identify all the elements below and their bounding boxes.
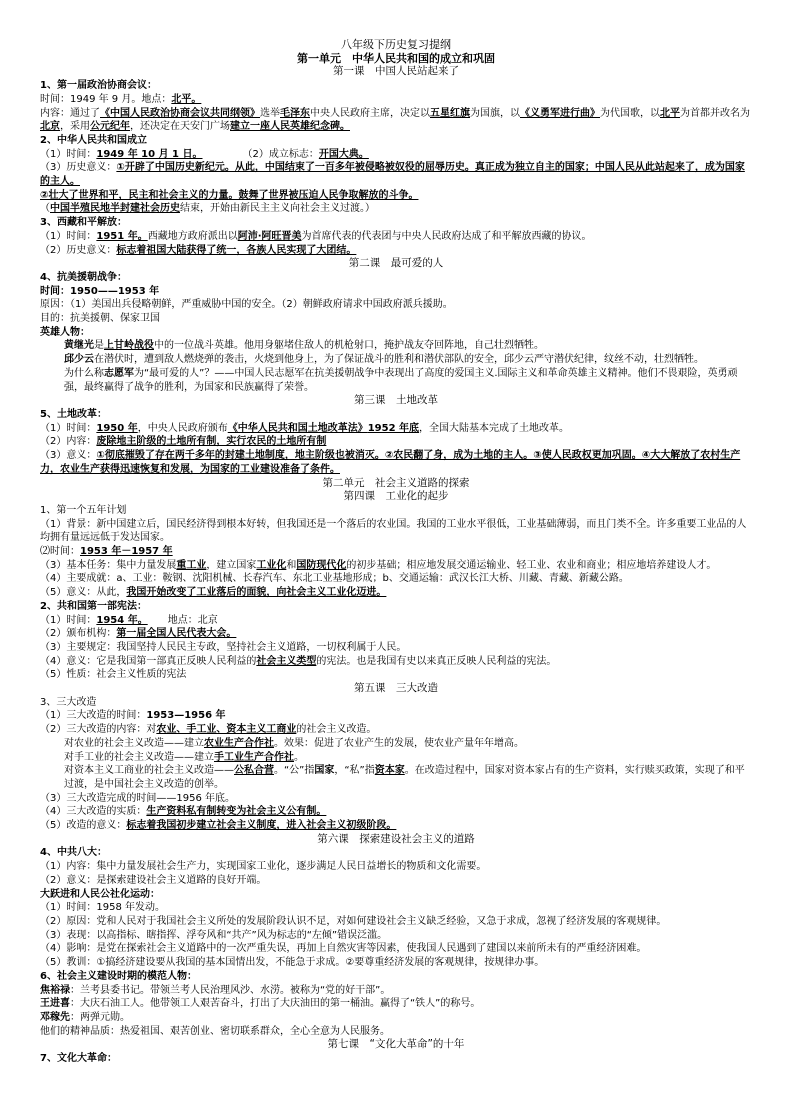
text: 时间：1949 年 9 月。地点： [40, 93, 172, 105]
lesson-title: 第七课 “文化大革命”的十年 [327, 1038, 465, 1051]
key-term: 农业、手工业、资本主义工商业 [156, 724, 297, 736]
paragraph [40, 367, 752, 394]
key-term: 《中国人民政治协商会议共同纲领》 [100, 107, 260, 119]
text: ，建立国家 [206, 559, 257, 571]
text: （1）时间： [40, 148, 97, 160]
text: ：两弹元勋。 [70, 1011, 130, 1023]
text: （3）历史意义： [40, 162, 117, 174]
text: 为代国歌，以 [600, 107, 660, 119]
text: ⑵时间： [40, 546, 80, 558]
section-title: 3、西藏和平解放： [40, 217, 127, 229]
text: ，中央人民政府颁布 [137, 422, 228, 434]
text: （4）三大改造的实质： [40, 806, 147, 818]
key-term: 北平 [660, 107, 680, 119]
paragraph: （1）内容：集中力量发展社会生产力，实现国家工业化，逐步满足人民日益增长的物质和文化需要。 [40, 861, 487, 873]
key-term: 重工业 [176, 559, 207, 571]
paragraph [40, 339, 752, 353]
key-term: 邓稼先 [40, 1011, 70, 1023]
key-term: 标志着祖国大陆获得了统一，各族人民实现了大团结。 [116, 244, 357, 256]
key-term: 社会主义类型 [256, 655, 317, 667]
section-title: 7、文化大革命： [40, 1053, 117, 1065]
key-term: ①开辟了中国历史新纪元。从此，中国结束了一百多年被侵略被奴役的屈辱历史。真正成为独立自主的国家；中国人民从此站起来了，成为国家的主人。 [40, 162, 745, 188]
paragraph [40, 202, 752, 216]
text: 结束，开始由新民主主义向社会主义过渡。） [180, 203, 375, 215]
key-term: 生产资料私有制转变为社会主义公有制。 [146, 806, 327, 818]
paragraph: （2）意义：是探索建设社会主义道路的良好开端。 [40, 874, 267, 886]
key-term: 1952 年底 [367, 422, 420, 434]
text: ：兰考县委书记。带领兰考人民治理风沙、水涝。被称为“党的好干部”。 [70, 984, 391, 996]
section-title: 2、共和国第一部宪法： [40, 600, 147, 612]
section-title: 4、中共八大： [40, 847, 107, 859]
text: 和 [286, 559, 297, 571]
text: （1）时间： [40, 422, 97, 434]
key-term: 《义勇军进行曲》 [520, 107, 600, 119]
key-term: 1949 年 10 月 1 日。 [96, 148, 203, 160]
paragraph [40, 449, 752, 476]
key-term: 1950 年 [96, 422, 138, 434]
document-title: 八年级下历史复习提纲 [341, 38, 451, 51]
text: （1）三大改造的时间： [40, 710, 147, 722]
paragraph [40, 764, 752, 791]
paragraph [40, 709, 752, 723]
lesson-title: 第一课 中国人民站起来了 [333, 65, 459, 78]
paragraph: （4）主要成就：a、工业：鞍钢、沈阳机械、长春汽车、东北工业基地形成；b、交通运输：武汉长江大桥、川藏、青藏、新藏公路。 [40, 573, 629, 585]
text: （2）内容： [40, 436, 97, 448]
paragraph: （2）原因：党和人民对于我国社会主义所处的发展阶段认识不足，对如何建设社会主义缺乏经验，又急于求成，忽视了经济发展的客观规律。 [40, 916, 667, 927]
key-term: 国家 [314, 765, 335, 777]
section-title: 4、抗美援朝战争： [40, 271, 127, 283]
key-term: 1951 年。 [96, 230, 148, 242]
text: （2）历史意义： [40, 244, 117, 256]
paragraph [40, 353, 752, 367]
paragraph [40, 737, 752, 751]
key-term: 工业化 [256, 559, 287, 571]
paragraph: （3）主要规定：我国坚持人民民主专政，坚持社会主义道路，一切权利属于人民。 [40, 641, 407, 653]
key-term: 阿沛·阿旺晋美 [237, 230, 302, 242]
key-term: 王进喜 [40, 998, 70, 1010]
key-term: 我国开始改变了工业落后的面貌，向社会主义工业化迈进。 [126, 587, 387, 599]
key-term: 国防现代化 [296, 559, 347, 571]
key-term: 邱少云 [64, 354, 94, 366]
lesson-title: 第六课 探索建设社会主义的道路 [317, 832, 475, 845]
section-title: 1、第一届政治协商会议： [40, 80, 157, 92]
key-term: 废除地主阶级的土地所有制，实行农民的土地所有制 [96, 436, 327, 448]
text: 是 [94, 340, 104, 352]
paragraph [40, 586, 752, 600]
text: （5）意义：从此， [40, 587, 127, 599]
text: 为什么称 [64, 367, 104, 379]
paragraph [40, 627, 752, 641]
paragraph [40, 93, 752, 107]
text: 的社会主义改造。 [296, 724, 377, 736]
key-term: 第一届全国人民代表大会。 [116, 628, 237, 640]
key-term: 焦裕禄 [40, 984, 70, 996]
text: （2）颁布机构： [40, 628, 117, 640]
text: 选举 [260, 107, 280, 119]
section-title: 大跃进和人民公社化运动： [40, 888, 160, 900]
key-term: 公元纪年 [90, 121, 130, 133]
key-term: 建立一座人民英雄纪念碑。 [230, 121, 350, 133]
paragraph [40, 107, 752, 134]
key-term: 1953—1956 年 [146, 710, 226, 722]
text: （2）三大改造的内容：对 [40, 724, 157, 736]
key-term: 上甘岭战役 [104, 340, 154, 352]
text: （4）意义：它是我国第一部真正反映人民利益的 [40, 655, 257, 667]
key-term: 中国半殖民地半封建社会历史 [50, 203, 180, 215]
text: （ [40, 203, 50, 215]
key-term: 标志着我国初步建立社会主义制度，进入社会主义初级阶段。 [126, 820, 397, 832]
lesson-title: 第二课 最可爱的人 [348, 257, 444, 270]
text: 中央人民政府主席，决定以 [310, 107, 430, 119]
key-term: 毛泽东 [280, 107, 310, 119]
paragraph [40, 723, 752, 737]
text: 。效果：促进了农业产生的发展，使农业产量年年增高。 [274, 737, 524, 749]
section-title: 3、三大改造 [40, 696, 97, 708]
paragraph: 他们的精神品质：热爱祖国、艰苦创业、密切联系群众，全心全意为人民服务。 [40, 1025, 390, 1037]
text: （2）成立标志： [242, 148, 319, 160]
paragraph [40, 422, 752, 436]
text: 在潜伏时，遭到敌人燃烧弹的袭击，火烧到他身上，为了保证战斗的胜利和潜伏部队的安全，邱少云严守潜伏纪律，纹丝不动，壮烈牺牲。 [94, 354, 704, 366]
key-term: 公私合营 [234, 765, 274, 777]
text: 。 [294, 751, 304, 763]
key-term: 1953 年－1957 年 [80, 546, 173, 558]
paragraph [40, 984, 752, 998]
text: 内容：通过了 [40, 107, 100, 119]
paragraph [40, 655, 752, 669]
key-term: 手工业生产合作社 [214, 751, 294, 763]
paragraph [40, 1011, 752, 1025]
paragraph: （5）教训：①搞经济建设要从我国的基本国情出发，不能急于求成。②要尊重经济发展的客观规律，按规律办事。 [40, 957, 545, 969]
text: 对资本主义工商业的社会主义改造—— [64, 765, 234, 777]
text: （5）改造的意义： [40, 820, 127, 832]
key-term: 北平。 [171, 93, 202, 105]
text: （3）基本任务：集中力量发展 [40, 559, 177, 571]
section-title: 1、第一个五年计划 [40, 504, 127, 516]
text: 为首都并改名为 [680, 107, 750, 119]
paragraph: （3）三大改造完成的时间——1956 年底。 [40, 792, 235, 804]
text: 的初步基础；相应地发展交通运输业、轻工业、农业和商业；相应地培养建设人才。 [346, 559, 717, 571]
key-term: ②壮大了世界和平，民主和社会主义的力量。鼓舞了世界被压迫人民争取解放的斗争。 [40, 189, 419, 201]
paragraph: 原因：（1）美国出兵侵略朝鲜，严重威胁中国的安全。（2）朝鲜政府请求中国政府派兵援助。 [40, 299, 453, 311]
paragraph: 英雄人物： [40, 326, 90, 338]
text: 为国旗，以 [470, 107, 520, 119]
text: 对农业的社会主义改造——建立 [64, 737, 204, 749]
paragraph: （1）时间：1958 年发动。 [40, 902, 165, 914]
key-term: 黄继光 [64, 340, 94, 352]
key-term: 开国大典。 [318, 148, 369, 160]
paragraph: （4）影响：是党在探索社会主义道路中的一次严重失误，再加上自然灾害等因素，使我国人民遇到了建国以来前所未有的严重经济困难。 [40, 943, 647, 955]
section-title: 6、社会主义建设时期的模范人物： [40, 970, 197, 982]
text: ，还决定在天安门广场 [130, 121, 230, 133]
paragraph [40, 614, 752, 628]
text: 为“最可爱的人”？——中国人民志愿军在抗美援朝战争中表现出了高度的爱国主义.国际主义和革命英雄主义精神。他们不畏艰险，英勇顽强，最终赢得了战争的胜利，为国家和民族赢得了荣誉。 [64, 367, 738, 393]
text: ，采用 [60, 121, 90, 133]
paragraph [40, 230, 752, 244]
paragraph: 时间：1950——1953 年 [40, 285, 160, 297]
key-term: 资本家 [374, 765, 405, 777]
paragraph [40, 751, 752, 765]
text: （1）时间： [40, 230, 97, 242]
paragraph [40, 148, 752, 162]
paragraph [40, 545, 752, 559]
key-term: ①彻底摧毁了存在两千多年的封建土地制度，地主阶级也被消灭。②农民翻了身，成为土地的主人。③使人民政权更加巩固。④大大解放了农村生产力，农业生产获得迅速恢复和发展，为国家的工业建设准备了条件。 [40, 450, 741, 475]
text: （3）意义： [40, 450, 97, 462]
paragraph [40, 189, 752, 203]
paragraph [40, 805, 752, 819]
text: ，全国大陆基本完成了土地改革。 [419, 422, 570, 434]
paragraph [40, 997, 752, 1011]
key-term: 五星红旗 [430, 107, 470, 119]
paragraph: （1）背景：新中国建立后，国民经济得到根本好转，但我国还是一个落后的农业国。我国的工业水平很低，工业基础薄弱，而且门类不全。许多重要工业品的人均拥有量远远低于发达国家。 [40, 518, 747, 544]
paragraph [40, 244, 752, 258]
unit-title: 第二单元 社会主义道路的探索 [322, 476, 470, 489]
lesson-title: 第五课 三大改造 [354, 682, 438, 695]
paragraph [40, 819, 752, 833]
text: 对手工业的社会主义改造——建立 [64, 751, 214, 763]
text: ：大庆石油工人。他带领工人艰苦奋斗，打出了大庆油田的第一桶油。赢得了“铁人”的称号。 [70, 998, 481, 1010]
document-page [40, 38, 752, 1066]
text: ，“私”指 [334, 765, 375, 777]
key-term: 志愿军 [104, 367, 134, 379]
text: 西藏地方政府派出以 [147, 230, 238, 242]
paragraph [40, 435, 752, 449]
key-term: 1954 年。 [96, 614, 148, 626]
section-title: 5、土地改革： [40, 408, 107, 420]
text: 。“公”指 [274, 765, 315, 777]
unit-title: 第一单元 中华人民共和国的成立和巩固 [297, 51, 495, 65]
text: 地点：北京 [167, 614, 218, 626]
section-title: 2、中华人民共和国成立 [40, 134, 147, 146]
lesson-title: 第三课 土地改革 [354, 394, 438, 407]
key-term: 《中华人民共和国土地改革法》 [227, 422, 368, 434]
key-term: 农业生产合作社 [204, 737, 274, 749]
paragraph [40, 161, 752, 188]
paragraph: （3）表现：以高指标、瞎指挥、浮夸风和“共产”风为标志的“左倾”错误泛滥。 [40, 929, 388, 941]
lesson-title: 第四课 工业化的起步 [343, 490, 449, 503]
text: 。在改造过程中，国家对资本家占有的生产资料，实行赎买政策，实现了和平过渡，是中国社会主义改造的创举。 [64, 765, 745, 790]
text: 为首席代表的代表团与中央人民政府达成了和平解放西藏的协议。 [301, 230, 592, 242]
key-term: 北京 [40, 121, 60, 133]
paragraph: （5）性质：社会主义性质的宪法 [40, 669, 187, 681]
paragraph: 目的：抗美援朝、保家卫国 [40, 313, 160, 325]
text: 的宪法。也是我国有史以来真正反映人民利益的宪法。 [316, 655, 557, 667]
paragraph [40, 559, 752, 573]
text: （1）时间： [40, 614, 97, 626]
text: 中的一位战斗英雄。他用身躯堵住敌人的机枪射口，掩护战友夺回阵地，自己壮烈牺牲。 [154, 340, 544, 352]
